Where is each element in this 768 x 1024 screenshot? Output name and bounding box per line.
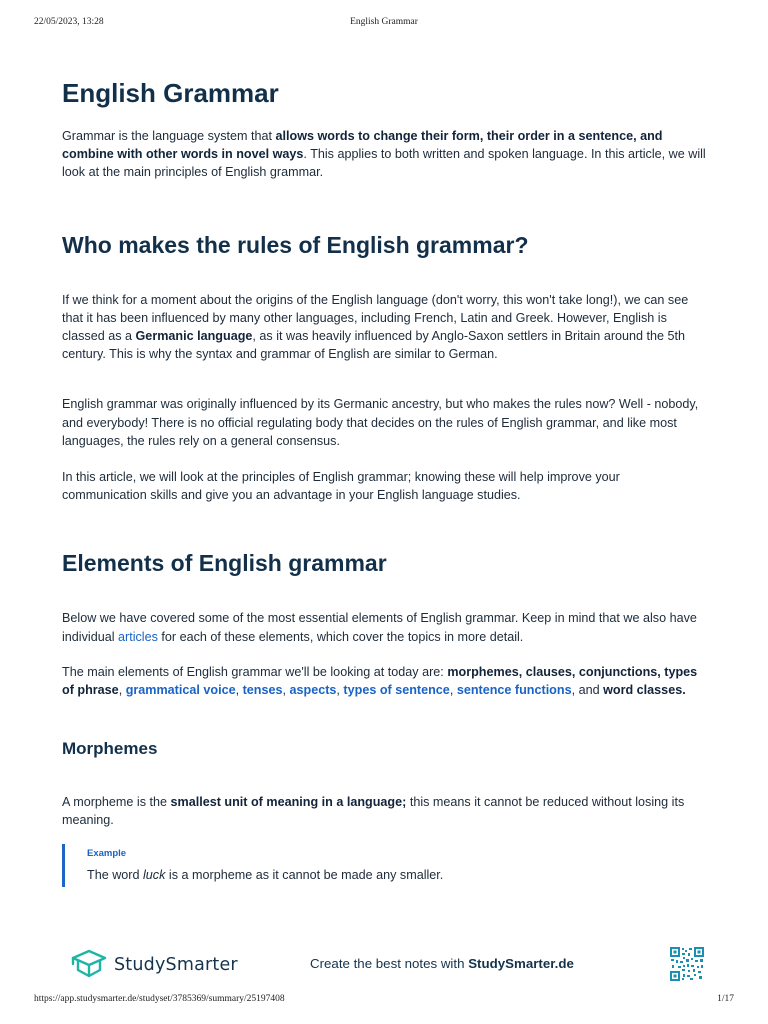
page-number: 1/17 [717, 994, 734, 1004]
studysmarter-logo[interactable] [70, 949, 238, 981]
rules-p1-text-1: If we think for a moment about the origins of the English language (don't worry, this won't take long!), we can see that it has been influenced by many other languages, including French, Latin and Greek. However, English is classed as a [62, 292, 689, 344]
brand-name [114, 955, 238, 975]
section-heading-rules: Who makes the rules of English grammar? [62, 231, 529, 258]
example-text [87, 865, 706, 885]
intro-bold: allows words to change their form, their order in a sentence, and combine with other words in novel ways [62, 129, 663, 162]
section-heading-elements: Elements of English grammar [62, 550, 387, 577]
rules-paragraph-1 [62, 291, 706, 364]
article [62, 76, 706, 887]
promo-banner [62, 945, 706, 985]
grammatical-voice-link[interactable]: grammatical voice [125, 683, 236, 698]
elements-paragraph-2 [62, 663, 706, 699]
example-box [62, 844, 706, 887]
print-datetime: 22/05/2023, 13:28 [34, 17, 104, 27]
separator: , [336, 683, 344, 698]
print-title: English Grammar [350, 17, 418, 27]
types-of-sentence-link[interactable]: types of sentence [343, 683, 450, 698]
articles-link[interactable]: articles [118, 629, 158, 644]
print-url: https://app.studysmarter.de/studyset/3785369/summary/25197408 [34, 994, 285, 1004]
elements-p2-bold-1: morphemes, clauses, conjunctions, types of phrase [62, 664, 698, 698]
elements-paragraph-1 [62, 609, 706, 645]
morphemes-paragraph [62, 793, 706, 829]
rules-paragraph-2: English grammar was originally influenced by its Germanic ancestry, but who makes the rules now? Well - nobody, and everybody! There is no official regulating body that decides on the rules of English grammar, and like most languages, the rules rely on a general consensus. [62, 397, 699, 448]
qr-code-icon [670, 947, 704, 981]
studysmarter-link[interactable]: StudySmarter.de [468, 956, 574, 971]
separator: , and [571, 683, 604, 698]
separator: , [282, 683, 290, 698]
rules-p1-text-2: , as it was heavily influenced by Anglo-Saxon settlers in Britain around the 5th century. This is why the syntax and grammar of English are similar to German. [62, 329, 686, 362]
brand-name-bold: Smarter [165, 955, 238, 975]
section-heading-morphemes: Morphemes [62, 739, 158, 759]
intro-text-2: . This applies to both written and spoken language. In this article, we will look at the main principles of English grammar. [62, 147, 706, 180]
studysmarter-logo-icon [70, 949, 108, 981]
banner-tagline [310, 956, 574, 971]
tagline-text: Create the best notes with [310, 956, 469, 971]
example-text-1: The word [87, 867, 143, 882]
morphemes-text-1: A morpheme is the [62, 795, 171, 810]
example-label: Example [87, 847, 127, 859]
sentence-functions-link[interactable]: sentence functions [456, 683, 572, 698]
article-title: English Grammar [62, 78, 279, 108]
rules-p1-bold: Germanic language [135, 329, 253, 344]
separator: , [118, 683, 126, 698]
elements-p2-text-1: The main elements of English grammar we'll be looking at today are: [62, 664, 448, 679]
brand-name-light: Study [114, 955, 166, 975]
tenses-link[interactable]: tenses [242, 683, 283, 698]
print-footer [34, 994, 734, 1008]
aspects-link[interactable]: aspects [289, 683, 337, 698]
intro-text-1: Grammar is the language system that [62, 129, 276, 143]
print-header [34, 17, 734, 31]
rules-paragraph-3: In this article, we will look at the principles of English grammar; knowing these will help improve your communication skills and give you an advantage in your English language studies. [62, 470, 620, 503]
example-text-2: is a morpheme as it cannot be made any smaller. [165, 867, 444, 882]
separator: , [235, 683, 243, 698]
morphemes-text-2: this means it cannot be reduced without losing its meaning. [62, 795, 685, 828]
morphemes-bold: smallest unit of meaning in a language; [170, 795, 407, 810]
separator: , [449, 683, 457, 698]
elements-p1-text-2: for each of these elements, which cover the topics in more detail. [157, 629, 524, 644]
elements-p2-bold-2: word classes. [603, 683, 686, 698]
intro-paragraph [62, 127, 706, 182]
elements-p1-text-1: Below we have covered some of the most essential elements of English grammar. Keep in mind that we also have individual [62, 611, 697, 644]
example-italic: luck [143, 867, 166, 882]
